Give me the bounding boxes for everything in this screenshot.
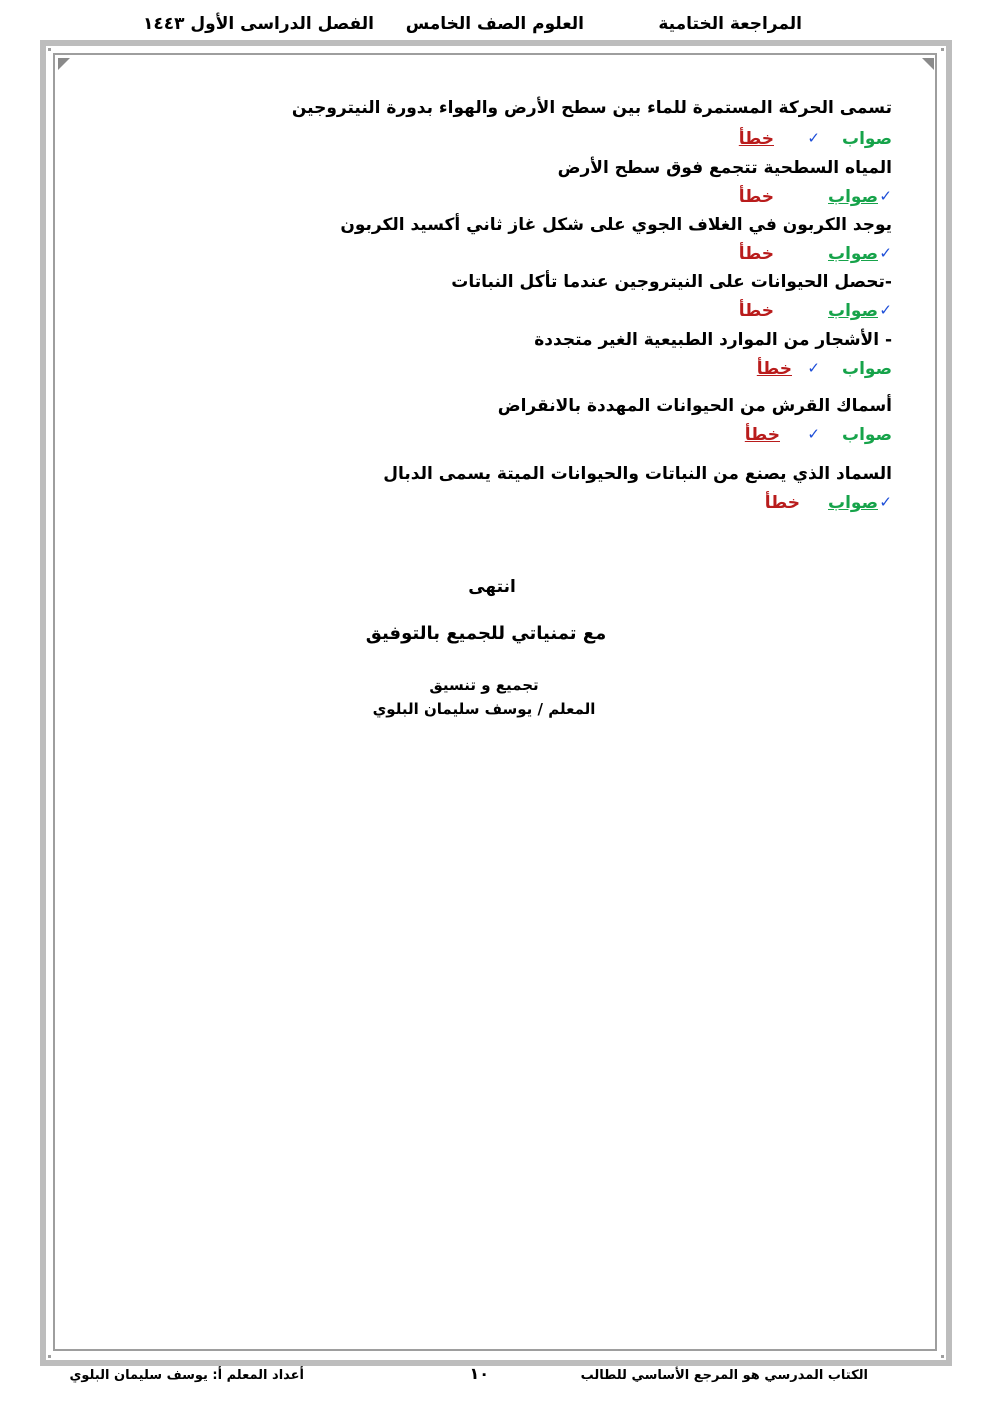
- false-option[interactable]: خطأ: [738, 301, 774, 321]
- teacher-text: المعلم / يوسف سليمان البلوي: [372, 700, 596, 718]
- question-3: يوجد الكربون في الغلاف الجوي على شكل غاز ثاني أكسيد الكربون: [340, 215, 892, 235]
- answer-row-3: [592, 244, 892, 272]
- answer-row-5: [592, 359, 892, 387]
- corner-dot: [941, 1355, 944, 1358]
- true-option[interactable]: صواب: [842, 129, 892, 149]
- end-text: انتهى: [468, 577, 516, 597]
- false-option[interactable]: خطأ: [738, 187, 774, 207]
- question-4: -تحصل الحيوانات على النيتروجين عندما تأكل النباتات: [451, 272, 892, 292]
- check-icon: ✓: [807, 425, 820, 443]
- corner-triangle-icon: [922, 58, 934, 70]
- false-option[interactable]: خطأ: [744, 425, 780, 445]
- header-title: المراجعة الختامية: [658, 14, 802, 34]
- corner-dot: [48, 48, 51, 51]
- footer-author: أعداد المعلم أ: يوسف سليمان البلوي: [69, 1368, 304, 1383]
- check-icon: ✓: [807, 129, 820, 147]
- answer-row-1: [592, 129, 892, 157]
- question-5: - الأشجار من الموارد الطبيعية الغير متجددة: [534, 330, 892, 350]
- page-number: ١٠: [469, 1364, 489, 1383]
- question-6: أسماك القرش من الحيوانات المهددة بالانقراض: [497, 396, 892, 416]
- wishes-text: مع تمنياتي للجميع بالتوفيق: [365, 623, 607, 644]
- check-icon: ✓: [879, 244, 892, 262]
- true-option[interactable]: صواب: [842, 359, 892, 379]
- true-option[interactable]: صواب: [842, 425, 892, 445]
- check-icon: ✓: [879, 301, 892, 319]
- page-header: [140, 10, 840, 40]
- true-option[interactable]: صواب: [828, 187, 878, 207]
- true-option[interactable]: صواب: [828, 244, 878, 264]
- check-icon: ✓: [879, 493, 892, 511]
- answer-row-4: [592, 301, 892, 329]
- corner-dot: [48, 1355, 51, 1358]
- footer-note: الكتاب المدرسي هو المرجع الأساسي للطالب: [580, 1368, 868, 1383]
- corner-triangle-icon: [58, 58, 70, 70]
- border-bottom: [40, 1360, 952, 1366]
- answer-row-7: [592, 493, 892, 521]
- false-option[interactable]: خطأ: [738, 129, 774, 149]
- header-subject: العلوم الصف الخامس: [405, 14, 584, 34]
- check-icon: ✓: [807, 359, 820, 377]
- false-option[interactable]: خطأ: [738, 244, 774, 264]
- question-1: تسمى الحركة المستمرة للماء بين سطح الأرض والهواء بدورة النيتروجين: [291, 98, 892, 118]
- header-term: الفصل الدراسى الأول ١٤٤٣: [142, 14, 374, 34]
- question-2: المياه السطحية تتجمع فوق سطح الأرض: [557, 158, 892, 178]
- corner-dot: [941, 48, 944, 51]
- true-option[interactable]: صواب: [828, 301, 878, 321]
- answer-row-6: [592, 425, 892, 453]
- true-option[interactable]: صواب: [828, 493, 878, 513]
- compiled-text: تجميع و تنسيق: [429, 676, 539, 694]
- question-7: السماد الذي يصنع من النباتات والحيوانات الميتة يسمى الدبال: [383, 464, 892, 484]
- check-icon: ✓: [879, 187, 892, 205]
- false-option[interactable]: خطأ: [756, 359, 792, 379]
- border-top: [40, 40, 952, 46]
- page-footer: [60, 1364, 892, 1388]
- answer-row-2: [592, 187, 892, 215]
- false-option[interactable]: خطأ: [764, 493, 800, 513]
